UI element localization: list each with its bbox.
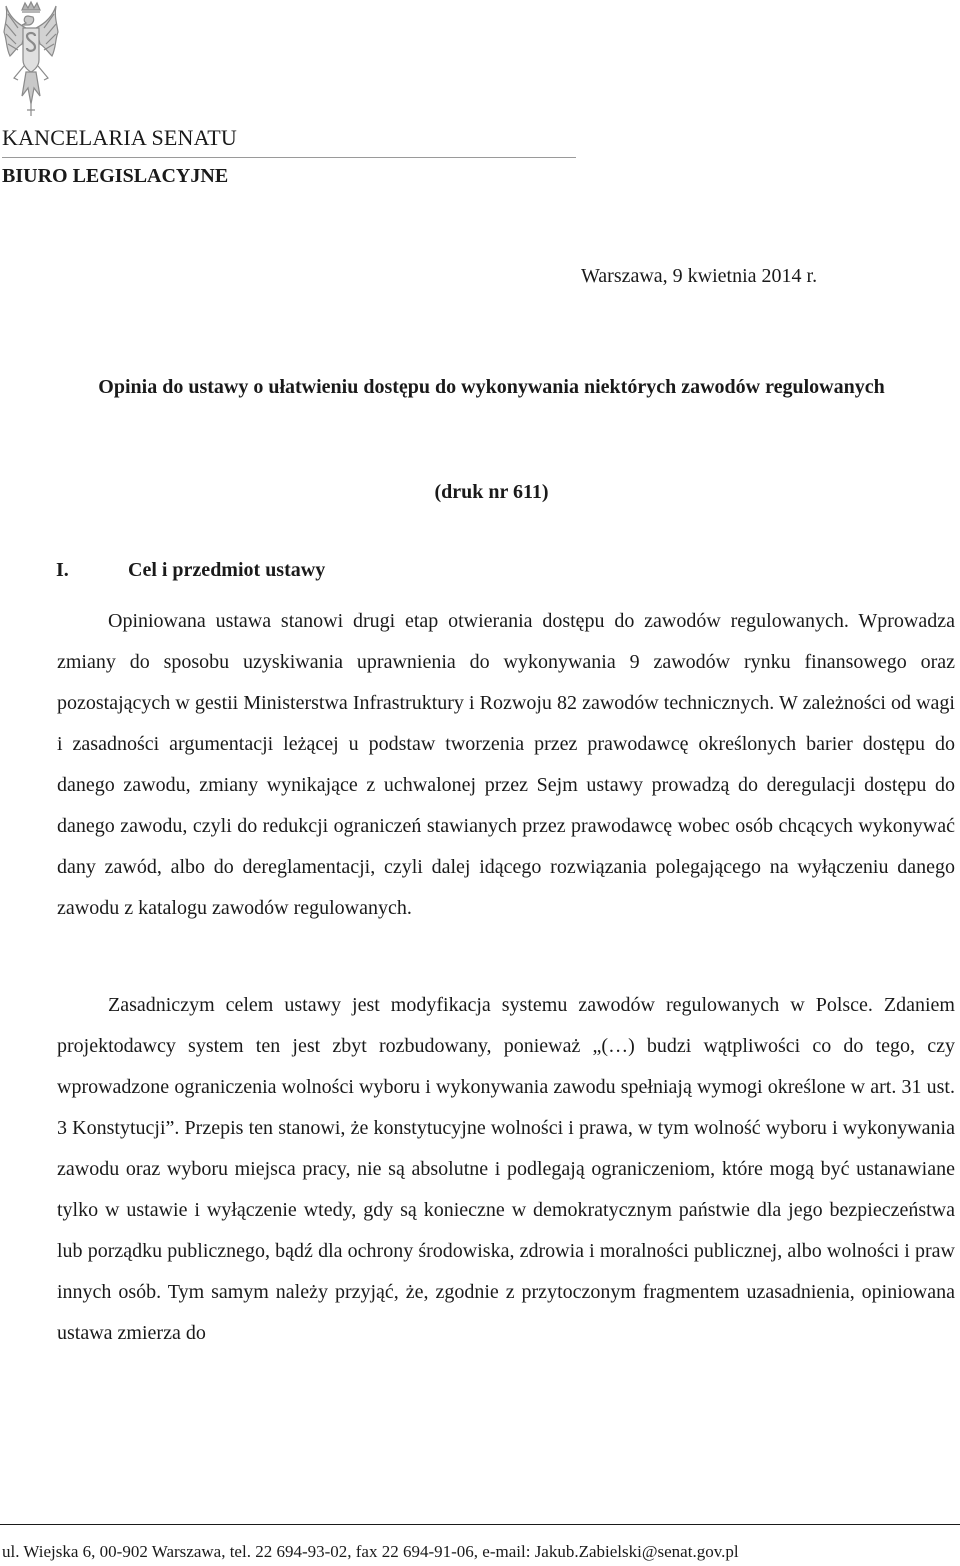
senate-eagle-emblem-icon [2,0,60,120]
footer-divider [0,1524,960,1525]
footer-contact: ul. Wiejska 6, 00-902 Warszawa, tel. 22 694-93-02, fax 22 694-91-06, e-mail: Jakub.Zabielski@senat.gov.pl [2,1542,739,1561]
section-title: Cel i przedmiot ustawy [128,559,326,581]
body-paragraph-1: Opiniowana ustawa stanowi drugi etap otwierania dostępu do zawodów regulowanych. Wprowadza zmiany do sposobu uzyskiwania uprawnienia do wykonywania 9 zawodów rynku finansowego oraz pozostających w gestii Ministerstwa Infrastruktury i Rozwoju 82 zawodów technicznych. W zależności od wagi i zasadności argumentacji leżącej u podstaw tworzenia przez prawodawcę określonych barier dostępu do danego zawodu, zmiany wynikające z uchwalonej przez Sejm ustawy prowadzą do deregulacji dostępu do danego zawodu, czyli do redukcji ograniczeń stawianych przez prawodawcę wobec osób chcących wykonywać dany zawód, albo do dereglamentacji, czyli dalej idącego rozwiązania polegającego na wyłączeniu danego zawodu z katalogu zawodów regulowanych. [57,610,955,919]
document-title: Opinia do ustawy o ułatwieniu dostępu do wykonywania niektórych zawodów regulowanych [98,376,885,398]
section-number: I. [56,559,69,581]
header-divider [2,157,576,158]
section-heading [56,559,325,582]
office-name: BIURO LEGISLACYJNE [2,165,229,187]
print-number: (druk nr 611) [434,481,549,503]
institution-name: KANCELARIA SENATU [2,125,238,150]
body-paragraph-2: Zasadniczym celem ustawy jest modyfikacja systemu zawodów regulowanych w Polsce. Zdaniem projektodawcy system ten jest zbyt rozbudowany, ponieważ „(…) budzi wątpliwości co do tego, czy wprowadzone ograniczenia wolności wyboru i wykonywania zawodu spełniają wymogi określone w art. 31 ust. 3 Konstytucji”. Przepis ten stanowi, że konstytucyjne wolności i prawa, w tym wolność wyboru i wykonywania zawodu oraz wyboru miejsca pracy, nie są absolutne i podlegają ograniczeniom, które mogą być ustanawiane tylko w ustawie i wyłączenie wtedy, gdy są konieczne w demokratycznym państwie dla jego bezpieczeństwa lub porządku publicznego, bądź dla ochrony środowiska, zdrowia i moralności publicznej, albo wolności i praw innych osób. Tym samym należy przyjąć, że, zgodnie z przytoczonym fragmentem uzasadnienia, opiniowana ustawa zmierza do [57,994,955,1344]
date-line: Warszawa, 9 kwietnia 2014 r. [581,265,818,287]
